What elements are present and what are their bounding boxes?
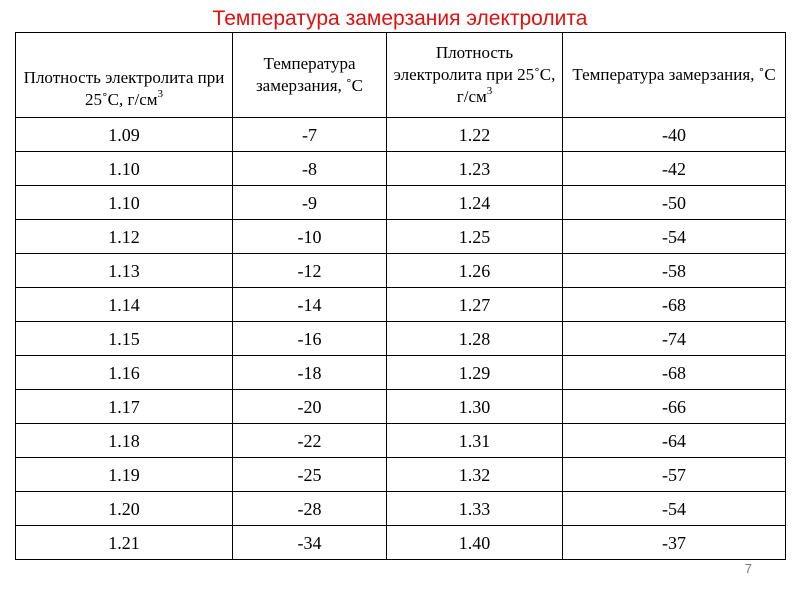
density-2-cell: 1.28 [387, 322, 563, 356]
density-1-cell: 1.15 [16, 322, 233, 356]
header-density-2 [387, 33, 563, 118]
density-1-cell: 1.20 [16, 492, 233, 526]
density-2-cell: 1.33 [387, 492, 563, 526]
table-row [16, 186, 786, 220]
table-row [16, 118, 786, 152]
header-temperature-2: Температура замерзания, ˚С [563, 33, 786, 118]
header-density-1-text: Плотность электролита при 25˚С, г/см [23, 68, 225, 109]
density-1-cell: 1.10 [16, 152, 233, 186]
temperature-2-cell: -64 [563, 424, 786, 458]
table-row [16, 356, 786, 390]
density-1-cell: 1.18 [16, 424, 233, 458]
density-2-cell: 1.23 [387, 152, 563, 186]
temperature-1-cell: -16 [233, 322, 387, 356]
freezing-temperature-table [15, 32, 786, 560]
header-density-1-exponent: 3 [157, 88, 163, 101]
density-2-cell: 1.22 [387, 118, 563, 152]
density-1-cell: 1.10 [16, 186, 233, 220]
page-number: 7 [744, 561, 752, 576]
density-2-cell: 1.31 [387, 424, 563, 458]
density-1-cell: 1.09 [16, 118, 233, 152]
density-2-cell: 1.27 [387, 288, 563, 322]
temperature-2-cell: -57 [563, 458, 786, 492]
table-row [16, 526, 786, 560]
temperature-1-cell: -20 [233, 390, 387, 424]
temperature-2-cell: -54 [563, 492, 786, 526]
temperature-2-cell: -74 [563, 322, 786, 356]
temperature-2-cell: -68 [563, 356, 786, 390]
density-1-cell: 1.19 [16, 458, 233, 492]
density-2-cell: 1.40 [387, 526, 563, 560]
table-row [16, 220, 786, 254]
temperature-2-cell: -40 [563, 118, 786, 152]
density-2-cell: 1.25 [387, 220, 563, 254]
temperature-1-cell: -9 [233, 186, 387, 220]
density-1-cell: 1.14 [16, 288, 233, 322]
density-2-cell: 1.26 [387, 254, 563, 288]
temperature-2-cell: -58 [563, 254, 786, 288]
temperature-2-cell: -42 [563, 152, 786, 186]
temperature-1-cell: -18 [233, 356, 387, 390]
table-row [16, 152, 786, 186]
temperature-1-cell: -22 [233, 424, 387, 458]
temperature-1-cell: -10 [233, 220, 387, 254]
density-1-cell: 1.13 [16, 254, 233, 288]
temperature-1-cell: -8 [233, 152, 387, 186]
temperature-1-cell: -12 [233, 254, 387, 288]
table-row [16, 390, 786, 424]
table-row [16, 492, 786, 526]
header-row [16, 33, 786, 118]
density-1-cell: 1.21 [16, 526, 233, 560]
density-1-cell: 1.17 [16, 390, 233, 424]
table-body [16, 118, 786, 560]
slide-title: Температура замерзания электролита [212, 7, 588, 30]
header-density-1 [16, 33, 233, 118]
header-temperature-1: Температура замерзания, ˚С [233, 33, 387, 118]
header-density-2-exponent: 3 [486, 85, 493, 98]
density-2-cell: 1.24 [387, 186, 563, 220]
density-2-cell: 1.30 [387, 390, 563, 424]
temperature-2-cell: -54 [563, 220, 786, 254]
temperature-1-cell: -25 [233, 458, 387, 492]
temperature-2-cell: -50 [563, 186, 786, 220]
temperature-1-cell: -14 [233, 288, 387, 322]
header-density-2-text: Плотность электролита при 25˚С, г/см [393, 43, 556, 106]
density-1-cell: 1.16 [16, 356, 233, 390]
temperature-2-cell: -37 [563, 526, 786, 560]
table-row [16, 458, 786, 492]
table-row [16, 288, 786, 322]
table-row [16, 254, 786, 288]
table-header [16, 33, 786, 118]
table-row [16, 322, 786, 356]
temperature-1-cell: -34 [233, 526, 387, 560]
temperature-2-cell: -68 [563, 288, 786, 322]
density-2-cell: 1.32 [387, 458, 563, 492]
density-2-cell: 1.29 [387, 356, 563, 390]
table-row [16, 424, 786, 458]
temperature-2-cell: -66 [563, 390, 786, 424]
temperature-1-cell: -7 [233, 118, 387, 152]
temperature-1-cell: -28 [233, 492, 387, 526]
density-1-cell: 1.12 [16, 220, 233, 254]
